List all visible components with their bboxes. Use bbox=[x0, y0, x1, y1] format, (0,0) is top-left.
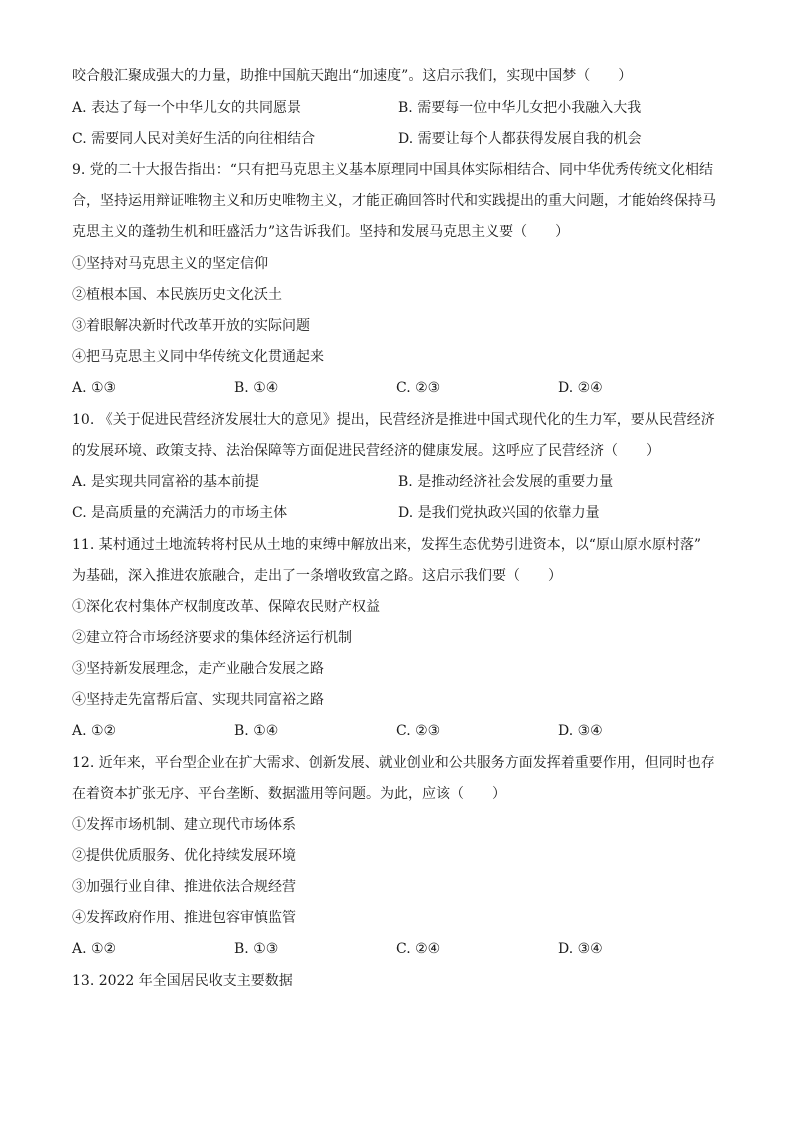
q11-stem-line-2: 为基础，深入推进农旅融合，走出了一条增收致富之路。这启示我们要（ ） bbox=[72, 568, 562, 584]
q9-item-2: ②植根本国、本民族历史文化沃土 bbox=[72, 287, 282, 303]
q12-item-2: ②提供优质服务、优化持续发展环境 bbox=[72, 848, 296, 864]
q12-item-1: ①发挥市场机制、建立现代市场体系 bbox=[72, 817, 296, 833]
q9-stem-line-1: 9. 党的二十大报告指出：“只有把马克思主义基本原理同中国具体实际相结合、同中华优秀传统文化相结 bbox=[72, 162, 713, 178]
q11-stem-line-1: 11. 某村通过土地流转将村民从土地的束缚中解放出来，发挥生态优势引进资本，以“原山原水原村落” bbox=[72, 537, 702, 553]
q13-stem: 13. 2022 年全国居民收支主要数据 bbox=[72, 973, 293, 989]
q11-option-d: D. ③④ bbox=[558, 723, 603, 739]
q8-option-c: C. 需要同人民对美好生活的向往相结合 bbox=[72, 131, 316, 147]
q12-stem-line-1: 12. 近年来，平台型企业在扩大需求、创新发展、就业创业和公共服务方面发挥着重要作用，但同时也存 bbox=[72, 755, 715, 771]
q9-option-a: A. ①③ bbox=[72, 380, 117, 396]
q10-option-c: C. 是高质量的充满活力的市场主体 bbox=[72, 505, 288, 521]
q12-stem-line-2: 在着资本扩张无序、平台垄断、数据滥用等问题。为此，应该（ ） bbox=[72, 786, 506, 802]
q12-option-b: B. ①③ bbox=[234, 941, 279, 957]
q12-option-c: C. ②④ bbox=[396, 941, 441, 957]
q12-item-4: ④发挥政府作用、推进包容审慎监管 bbox=[72, 910, 296, 926]
q9-option-d: D. ②④ bbox=[558, 380, 603, 396]
q8-stem-line: 咬合般汇聚成强大的力量，助推中国航天跑出“加速度”。这启示我们，实现中国梦（ ） bbox=[72, 68, 633, 84]
q12-item-3: ③加强行业自律、推进依法合规经营 bbox=[72, 879, 296, 895]
q9-stem-line-2: 合，坚持运用辩证唯物主义和历史唯物主义，才能正确回答时代和实践提出的重大问题，才能始终保持马 bbox=[72, 193, 716, 209]
q9-item-4: ④把马克思主义同中华传统文化贯通起来 bbox=[72, 349, 324, 365]
q11-item-1: ①深化农村集体产权制度改革、保障农民财产权益 bbox=[72, 599, 380, 615]
q11-option-c: C. ②③ bbox=[396, 723, 441, 739]
q8-option-b: B. 需要每一位中华儿女把小我融入大我 bbox=[398, 100, 642, 116]
q10-option-a: A. 是实现共同富裕的基本前提 bbox=[72, 474, 260, 490]
q8-option-a: A. 表达了每一个中华儿女的共同愿景 bbox=[72, 100, 302, 116]
q12-option-a: A. ①② bbox=[72, 941, 117, 957]
q11-item-4: ④坚持走先富帮后富、实现共同富裕之路 bbox=[72, 692, 324, 708]
q10-stem-line-2: 的发展环境、政策支持、法治保障等方面促进民营经济的健康发展。这呼应了民营经济（ ） bbox=[72, 443, 660, 459]
q11-option-a: A. ①② bbox=[72, 723, 117, 739]
q9-item-3: ③着眼解决新时代改革开放的实际问题 bbox=[72, 318, 310, 334]
q10-stem-line-1: 10. 《关于促进民营经济发展壮大的意见》提出，民营经济是推进中国式现代化的生力军，要从民营经济 bbox=[72, 412, 715, 428]
q9-item-1: ①坚持对马克思主义的坚定信仰 bbox=[72, 256, 268, 272]
q10-option-b: B. 是推动经济社会发展的重要力量 bbox=[398, 474, 614, 490]
q8-option-d: D. 需要让每个人都获得发展自我的机会 bbox=[398, 131, 642, 147]
q9-option-c: C. ②③ bbox=[396, 380, 441, 396]
q9-stem-line-3: 克思主义的蓬勃生机和旺盛活力”这告诉我们。坚持和发展马克思主义要（ ） bbox=[72, 224, 570, 240]
q11-option-b: B. ①④ bbox=[234, 723, 279, 739]
q11-item-3: ③坚持新发展理念，走产业融合发展之路 bbox=[72, 661, 324, 677]
q10-option-d: D. 是我们党执政兴国的依靠力量 bbox=[398, 505, 600, 521]
q11-item-2: ②建立符合市场经济要求的集体经济运行机制 bbox=[72, 630, 352, 646]
q9-option-b: B. ①④ bbox=[234, 380, 279, 396]
q12-option-d: D. ③④ bbox=[558, 941, 603, 957]
